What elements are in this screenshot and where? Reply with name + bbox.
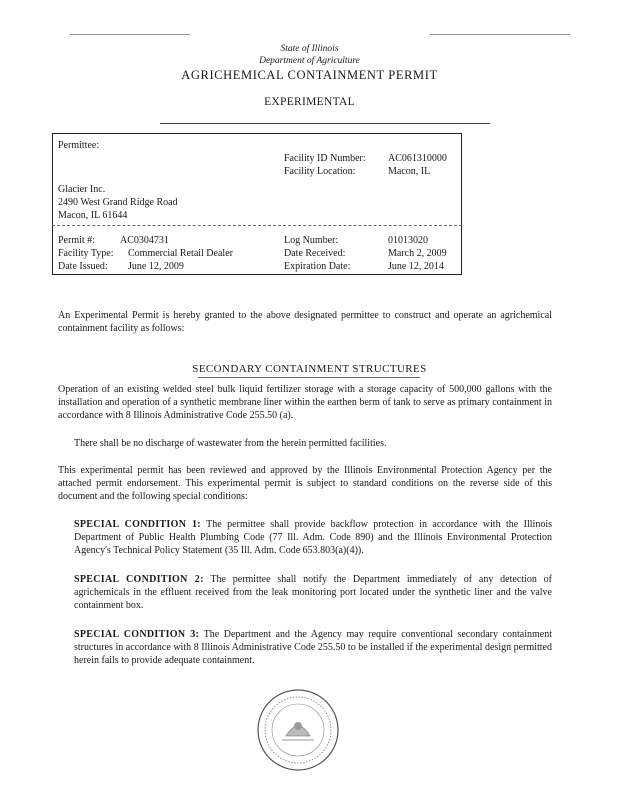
special-condition-1-label: SPECIAL CONDITION 1: <box>74 519 201 530</box>
special-condition-2-label: SPECIAL CONDITION 2: <box>74 574 204 585</box>
department-name: Department of Agriculture <box>259 56 360 66</box>
special-condition-2-text: The permittee shall notify the Department immediately of any detection of agrichemicals in the effluent received from the leak monitoring port located under the synthetic liner and the valve containment box. <box>74 574 552 611</box>
permit-no-value: AC0304731 <box>120 235 169 246</box>
permit-box-separator <box>52 225 462 226</box>
date-received-label: Date Received: <box>284 248 346 259</box>
intro-paragraph: An Experimental Permit is hereby granted to the above designated permittee to construct and operate an agrichemical containment facility as follows: <box>58 310 552 334</box>
permittee-label: Permittee: <box>58 140 100 151</box>
permit-no-label: Permit #: <box>58 235 95 246</box>
date-issued-label: Date Issued: <box>58 261 108 272</box>
date-received-value: March 2, 2009 <box>388 248 447 259</box>
facility-type-label: Facility Type: <box>58 248 114 259</box>
log-number-value: 01013020 <box>388 235 428 246</box>
facility-location-value: Macon, IL <box>388 166 431 177</box>
special-condition-3-text: The Department and the Agency may require conventional secondary containment structures in accordance with 8 Illinois Administrative Code 255.50 to be installed if the experimental design permitted herein fails to provide adequate containment. <box>74 629 552 666</box>
section-heading: SECONDARY CONTAINMENT STRUCTURES <box>192 363 427 375</box>
expiration-date-value: June 12, 2014 <box>388 261 444 272</box>
no-discharge-paragraph: There shall be no discharge of wastewater from the herein permitted facilities. <box>74 438 387 449</box>
address-street: 2490 West Grand Ridge Road <box>58 197 178 208</box>
state-seal-icon <box>256 688 340 772</box>
approval-paragraph: This experimental permit has been reviewed and approved by the Illinois Environmental Protection Agency per the attached permit endorsement. This experimental permit is subject to standard conditions on the reverse side of this document and the following special conditions: <box>58 465 552 502</box>
state-name: State of Illinois <box>280 44 339 54</box>
address-city: Macon, IL 61644 <box>58 210 128 221</box>
operation-paragraph: Operation of an existing welded steel bulk liquid fertilizer storage with a storage capacity of 500,000 gallons with the installation and operation of a synthetic membrane liner within the earthen berm of tank to serve as primary containment in accordance with 8 Illinois Administrative Code 255.50 (a). <box>58 384 552 421</box>
facility-location-label: Facility Location: <box>284 166 356 177</box>
special-condition-1-text: The permittee shall provide backflow protection in accordance with the Illinois Department of Public Health Plumbing Code (77 Ill. Adm. Code 890) and the Illinois Environmental Protection Agency's Technical Policy Statement (35 Ill. Adm. Code 653.803(a)(4)). <box>74 519 552 556</box>
facility-id-value: AC061310000 <box>388 153 447 164</box>
header-divider <box>160 123 490 124</box>
expiration-date-label: Expiration Date: <box>284 261 351 272</box>
special-condition-2 <box>74 573 552 612</box>
permit-type: EXPERIMENTAL <box>264 96 355 108</box>
date-issued-value: June 12, 2009 <box>128 261 184 272</box>
facility-id-label: Facility ID Number: <box>284 153 366 164</box>
company-name: Glacier Inc. <box>58 184 106 195</box>
section-heading-underline <box>198 377 420 378</box>
log-number-label: Log Number: <box>284 235 339 246</box>
top-scan-line-left <box>70 34 190 35</box>
top-scan-line-right <box>430 34 570 35</box>
special-condition-1 <box>74 518 552 557</box>
special-condition-3-label: SPECIAL CONDITION 3: <box>74 629 200 640</box>
facility-type-value: Commercial Retail Dealer <box>128 248 233 259</box>
permit-title: AGRICHEMICAL CONTAINMENT PERMIT <box>181 68 438 82</box>
special-condition-3 <box>74 628 552 667</box>
